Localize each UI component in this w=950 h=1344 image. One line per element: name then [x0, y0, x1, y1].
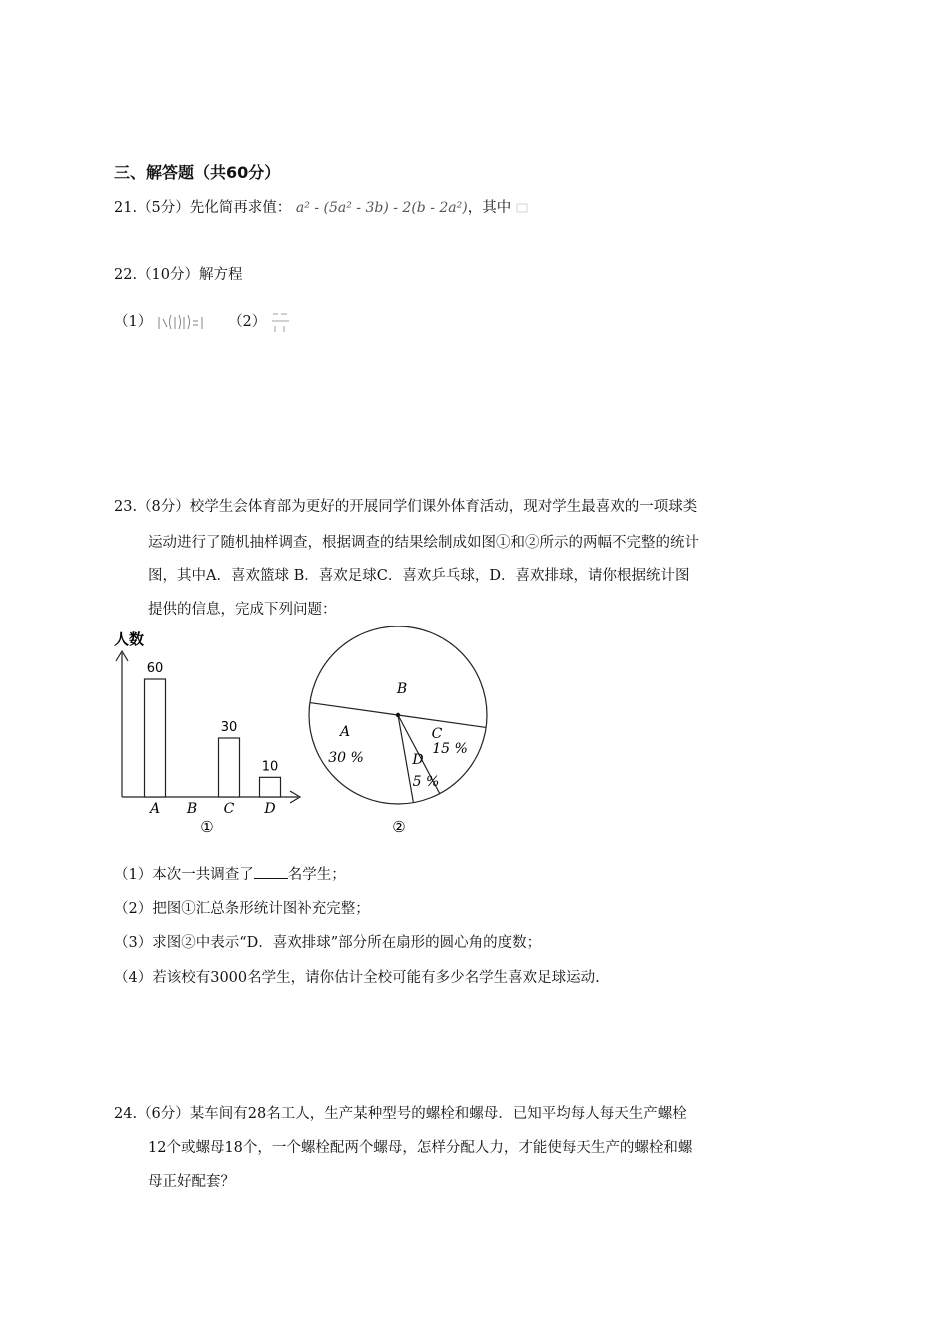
- q22-points: （10分）: [137, 267, 200, 283]
- section-title: 三、解答题（共60分）: [114, 163, 281, 182]
- question-22: [114, 263, 243, 284]
- q21-after: ，其中: [467, 200, 512, 216]
- bar-value-label-D: 10: [261, 759, 279, 775]
- bar-value-label-C: 30: [220, 720, 238, 735]
- q23-sub-4: （4）若该校有3000名学生，请你估计全校可能有多少名学生喜欢足球运动.: [114, 970, 600, 986]
- pie-label-C: C: [431, 726, 443, 742]
- bar-y-axis-label: 人数: [114, 630, 145, 648]
- pie-percent-C: 15 %: [432, 741, 468, 757]
- bar-A: [145, 679, 166, 797]
- bar-category-label-D: D: [264, 801, 276, 817]
- q22-part1-label: （1）: [114, 314, 153, 330]
- q23-sub-1-post: 名学生；: [287, 867, 346, 883]
- bar-chart: [112, 626, 308, 842]
- q24-line-1: [114, 1102, 687, 1123]
- q23-sub-1: [114, 863, 346, 884]
- q23-sub-2: （2）把图①汇总条形统计图补充完整；: [114, 901, 370, 917]
- q21-points: （5分）: [137, 200, 190, 216]
- q23-sub-3: （3）求图②中表示“D．喜欢排球”部分所在扇形的圆心角的度数；: [114, 935, 542, 951]
- q22-equation-1-image: [157, 311, 205, 333]
- pie-label-B: B: [396, 681, 408, 697]
- q23-text-1: 校学生会体育部为更好的开展同学们课外体育活动，现对学生最喜欢的一项球类: [189, 499, 698, 515]
- question-21: [114, 196, 530, 217]
- q23-number: 23.: [114, 499, 138, 515]
- bar-D: [260, 777, 281, 797]
- q21-stem: 先化简再求值：: [189, 200, 292, 216]
- q23-points: （8分）: [137, 499, 190, 515]
- q24-number: 24.: [114, 1106, 138, 1122]
- q22-part2-label: （2）: [228, 314, 267, 330]
- bar-value-label-A: 60: [146, 661, 164, 676]
- bar-category-label-C: C: [223, 801, 235, 817]
- pie-percent-D: 5 %: [412, 774, 440, 790]
- q22-equation-2-image: [271, 308, 291, 336]
- q21-condition-image: [516, 201, 530, 215]
- q24-line-3: 母正好配套？: [148, 1174, 235, 1190]
- q23-sub-1-pre: （1）本次一共调查了: [114, 867, 254, 883]
- pie-label-D: D: [412, 752, 424, 768]
- pie-chart-caption: ②: [392, 818, 406, 836]
- q22-parts: [114, 308, 291, 336]
- q24-line-2: 12个或螺母18个，一个螺栓配两个螺母，怎样分配人力，才能使每天生产的螺栓和螺: [148, 1140, 693, 1156]
- q21-expression: a² - (5a² - 3b) - 2(b - 2a²): [295, 200, 468, 216]
- q23-line-1: [114, 495, 697, 516]
- bar-category-label-B: B: [186, 801, 198, 817]
- q23-line-3: 图，其中A．喜欢篮球 B．喜欢足球C．喜欢乒乓球，D．喜欢排球，请你根据统计图: [148, 568, 690, 584]
- bar-chart-caption: ①: [200, 818, 214, 836]
- q22-number: 22.: [114, 267, 138, 283]
- answer-blank[interactable]: [254, 864, 288, 879]
- q23-line-2: 运动进行了随机抽样调查，根据调查的结果绘制成如图①和②所示的两幅不完整的统计: [148, 535, 699, 551]
- q24-points: （6分）: [137, 1106, 190, 1122]
- pie-chart: [300, 626, 500, 842]
- pie-center: [396, 713, 400, 717]
- pie-label-A: A: [339, 724, 351, 740]
- bar-category-label-A: A: [149, 801, 161, 817]
- q22-stem: 解方程: [199, 267, 243, 283]
- pie-percent-A: 30 %: [328, 750, 364, 766]
- q24-text-1: 某车间有28名工人，生产某种型号的螺栓和螺母．已知平均每人每天生产螺栓: [189, 1106, 687, 1122]
- q23-line-4: 提供的信息，完成下列问题：: [148, 602, 337, 618]
- bar-C: [219, 738, 240, 797]
- q21-number: 21.: [114, 200, 138, 216]
